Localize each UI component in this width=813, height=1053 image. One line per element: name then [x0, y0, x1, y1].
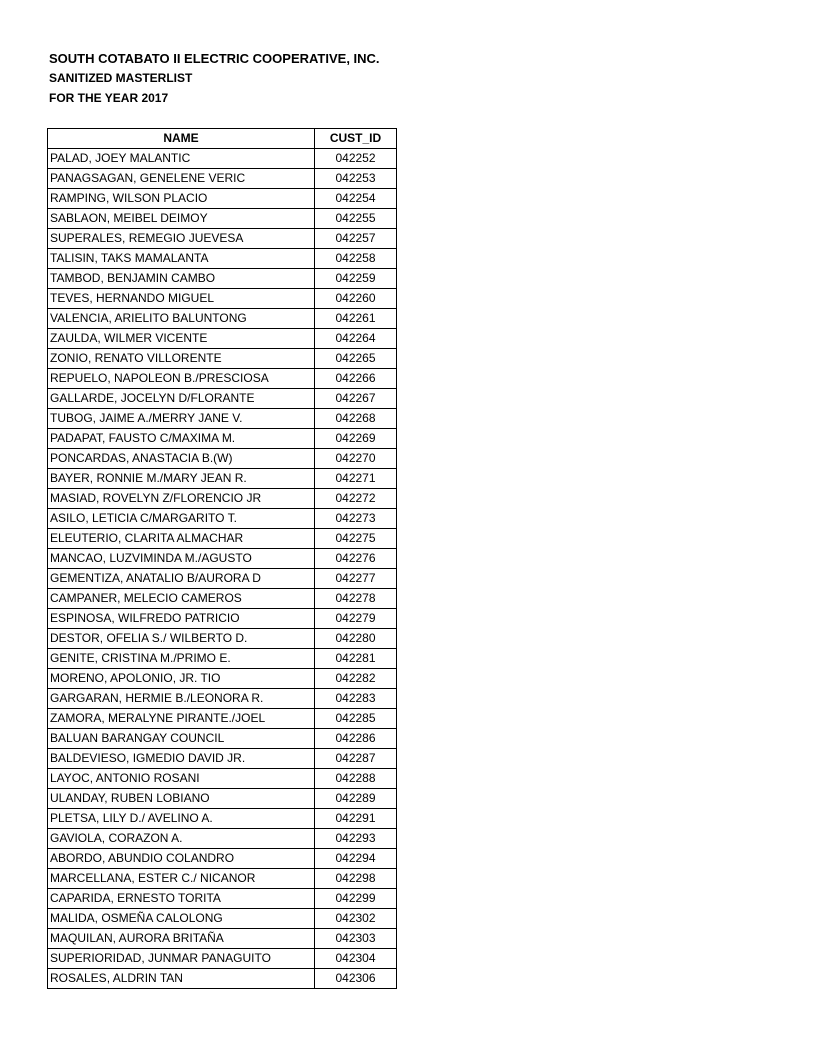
customer-name-cell: TALISIN, TAKS MAMALANTA — [48, 249, 315, 269]
customer-id-cell: 042288 — [315, 769, 397, 789]
customer-id-cell: 042286 — [315, 729, 397, 749]
table-row — [48, 869, 397, 889]
customer-id-cell: 042302 — [315, 909, 397, 929]
customer-name-cell: MAQUILAN, AURORA BRITAÑA — [48, 929, 315, 949]
customer-name-cell: ULANDAY, RUBEN LOBIANO — [48, 789, 315, 809]
table-row — [48, 169, 397, 189]
table-row — [48, 549, 397, 569]
table-row — [48, 149, 397, 169]
customer-id-cell: 042253 — [315, 169, 397, 189]
customer-name-cell: MASIAD, ROVELYN Z/FLORENCIO JR — [48, 489, 315, 509]
table-row — [48, 829, 397, 849]
customer-id-cell: 042299 — [315, 889, 397, 909]
customer-name-cell: LAYOC, ANTONIO ROSANI — [48, 769, 315, 789]
customer-id-cell: 042265 — [315, 349, 397, 369]
customer-name-cell: DESTOR, OFELIA S./ WILBERTO D. — [48, 629, 315, 649]
organization-title: SOUTH COTABATO II ELECTRIC COOPERATIVE, INC. — [49, 51, 380, 66]
customer-name-cell: GENITE, CRISTINA M./PRIMO E. — [48, 649, 315, 669]
customer-name-cell: SUPERIORIDAD, JUNMAR PANAGUITO — [48, 949, 315, 969]
table-row — [48, 789, 397, 809]
year-line: FOR THE YEAR 2017 — [49, 91, 169, 105]
table-row — [48, 569, 397, 589]
customer-name-cell: PALAD, JOEY MALANTIC — [48, 149, 315, 169]
customer-name-cell: ABORDO, ABUNDIO COLANDRO — [48, 849, 315, 869]
table-row — [48, 309, 397, 329]
customer-id-cell: 042272 — [315, 489, 397, 509]
customer-name-cell: CAMPANER, MELECIO CAMEROS — [48, 589, 315, 609]
customer-id-cell: 042280 — [315, 629, 397, 649]
table-row — [48, 189, 397, 209]
customer-name-cell: SABLAON, MEIBEL DEIMOY — [48, 209, 315, 229]
customer-name-cell: TAMBOD, BENJAMIN CAMBO — [48, 269, 315, 289]
table-row — [48, 889, 397, 909]
customer-name-cell: MANCAO, LUZVIMINDA M./AGUSTO — [48, 549, 315, 569]
table-row — [48, 909, 397, 929]
table-header-row — [48, 129, 397, 149]
customer-id-cell: 042289 — [315, 789, 397, 809]
customer-name-cell: REPUELO, NAPOLEON B./PRESCIOSA — [48, 369, 315, 389]
customer-id-cell: 042254 — [315, 189, 397, 209]
table-row — [48, 809, 397, 829]
customer-name-cell: GARGARAN, HERMIE B./LEONORA R. — [48, 689, 315, 709]
customer-name-cell: TEVES, HERNANDO MIGUEL — [48, 289, 315, 309]
customer-id-cell: 042270 — [315, 449, 397, 469]
customer-id-cell: 042252 — [315, 149, 397, 169]
customer-id-cell: 042257 — [315, 229, 397, 249]
customer-name-cell: BAYER, RONNIE M./MARY JEAN R. — [48, 469, 315, 489]
table-row — [48, 709, 397, 729]
table-row — [48, 329, 397, 349]
table-row — [48, 969, 397, 989]
customer-name-cell: BALDEVIESO, IGMEDIO DAVID JR. — [48, 749, 315, 769]
table-row — [48, 749, 397, 769]
customer-name-cell: MARCELLANA, ESTER C./ NICANOR — [48, 869, 315, 889]
table-row — [48, 229, 397, 249]
table-row — [48, 609, 397, 629]
table-row — [48, 209, 397, 229]
document-subtitle: SANITIZED MASTERLIST — [49, 71, 193, 85]
customer-name-cell: GEMENTIZA, ANATALIO B/AURORA D — [48, 569, 315, 589]
table-row — [48, 929, 397, 949]
customer-name-cell: RAMPING, WILSON PLACIO — [48, 189, 315, 209]
document-header — [49, 50, 380, 108]
customer-id-cell: 042267 — [315, 389, 397, 409]
customer-id-cell: 042306 — [315, 969, 397, 989]
table-row — [48, 729, 397, 749]
customer-name-cell: MALIDA, OSMEÑA CALOLONG — [48, 909, 315, 929]
table-row — [48, 409, 397, 429]
customer-name-cell: ELEUTERIO, CLARITA ALMACHAR — [48, 529, 315, 549]
customer-id-cell: 042303 — [315, 929, 397, 949]
customer-name-cell: PLETSA, LILY D./ AVELINO A. — [48, 809, 315, 829]
customer-name-cell: ZAMORA, MERALYNE PIRANTE./JOEL — [48, 709, 315, 729]
customer-id-cell: 042271 — [315, 469, 397, 489]
customer-name-cell: CAPARIDA, ERNESTO TORITA — [48, 889, 315, 909]
table-row — [48, 249, 397, 269]
customer-id-cell: 042283 — [315, 689, 397, 709]
customer-id-cell: 042287 — [315, 749, 397, 769]
table-row — [48, 429, 397, 449]
customer-id-cell: 042261 — [315, 309, 397, 329]
customer-name-cell: VALENCIA, ARIELITO BALUNTONG — [48, 309, 315, 329]
customer-name-cell: ROSALES, ALDRIN TAN — [48, 969, 315, 989]
customer-name-cell: GAVIOLA, CORAZON A. — [48, 829, 315, 849]
customer-id-cell: 042291 — [315, 809, 397, 829]
table-row — [48, 349, 397, 369]
table-row — [48, 589, 397, 609]
customer-name-cell: ZAULDA, WILMER VICENTE — [48, 329, 315, 349]
customer-id-cell: 042269 — [315, 429, 397, 449]
customer-id-cell: 042285 — [315, 709, 397, 729]
table-row — [48, 389, 397, 409]
customer-id-cell: 042255 — [315, 209, 397, 229]
customer-name-cell: TUBOG, JAIME A./MERRY JANE V. — [48, 409, 315, 429]
customer-name-cell: ASILO, LETICIA C/MARGARITO T. — [48, 509, 315, 529]
customer-name-cell: GALLARDE, JOCELYN D/FLORANTE — [48, 389, 315, 409]
table-row — [48, 509, 397, 529]
name-column-header: NAME — [48, 129, 315, 149]
customer-id-cell: 042260 — [315, 289, 397, 309]
customer-id-cell: 042278 — [315, 589, 397, 609]
customer-id-cell: 042273 — [315, 509, 397, 529]
customer-name-cell: SUPERALES, REMEGIO JUEVESA — [48, 229, 315, 249]
customer-id-cell: 042277 — [315, 569, 397, 589]
customer-id-cell: 042259 — [315, 269, 397, 289]
customer-id-cell: 042266 — [315, 369, 397, 389]
table-row — [48, 529, 397, 549]
customer-id-cell: 042304 — [315, 949, 397, 969]
customer-name-cell: ZONIO, RENATO VILLORENTE — [48, 349, 315, 369]
customer-id-cell: 042258 — [315, 249, 397, 269]
customer-name-cell: PADAPAT, FAUSTO C/MAXIMA M. — [48, 429, 315, 449]
customer-id-cell: 042294 — [315, 849, 397, 869]
table-row — [48, 469, 397, 489]
customer-id-cell: 042298 — [315, 869, 397, 889]
customer-id-cell: 042276 — [315, 549, 397, 569]
customer-id-cell: 042268 — [315, 409, 397, 429]
table-row — [48, 769, 397, 789]
customer-name-cell: ESPINOSA, WILFREDO PATRICIO — [48, 609, 315, 629]
customer-name-cell: MORENO, APOLONIO, JR. TIO — [48, 669, 315, 689]
table-row — [48, 849, 397, 869]
customer-id-cell: 042282 — [315, 669, 397, 689]
table-row — [48, 689, 397, 709]
customer-name-cell: BALUAN BARANGAY COUNCIL — [48, 729, 315, 749]
masterlist-table — [47, 128, 397, 989]
table-row — [48, 449, 397, 469]
table-row — [48, 669, 397, 689]
customer-id-cell: 042293 — [315, 829, 397, 849]
cust-id-column-header: CUST_ID — [315, 129, 397, 149]
customer-id-cell: 042281 — [315, 649, 397, 669]
table-row — [48, 269, 397, 289]
table-row — [48, 489, 397, 509]
table-row — [48, 369, 397, 389]
table-row — [48, 949, 397, 969]
customer-id-cell: 042264 — [315, 329, 397, 349]
table-row — [48, 629, 397, 649]
customer-id-cell: 042275 — [315, 529, 397, 549]
customer-name-cell: PANAGSAGAN, GENELENE VERIC — [48, 169, 315, 189]
customer-name-cell: PONCARDAS, ANASTACIA B.(W) — [48, 449, 315, 469]
table-row — [48, 289, 397, 309]
customer-id-cell: 042279 — [315, 609, 397, 629]
table-body — [48, 149, 397, 989]
table-row — [48, 649, 397, 669]
